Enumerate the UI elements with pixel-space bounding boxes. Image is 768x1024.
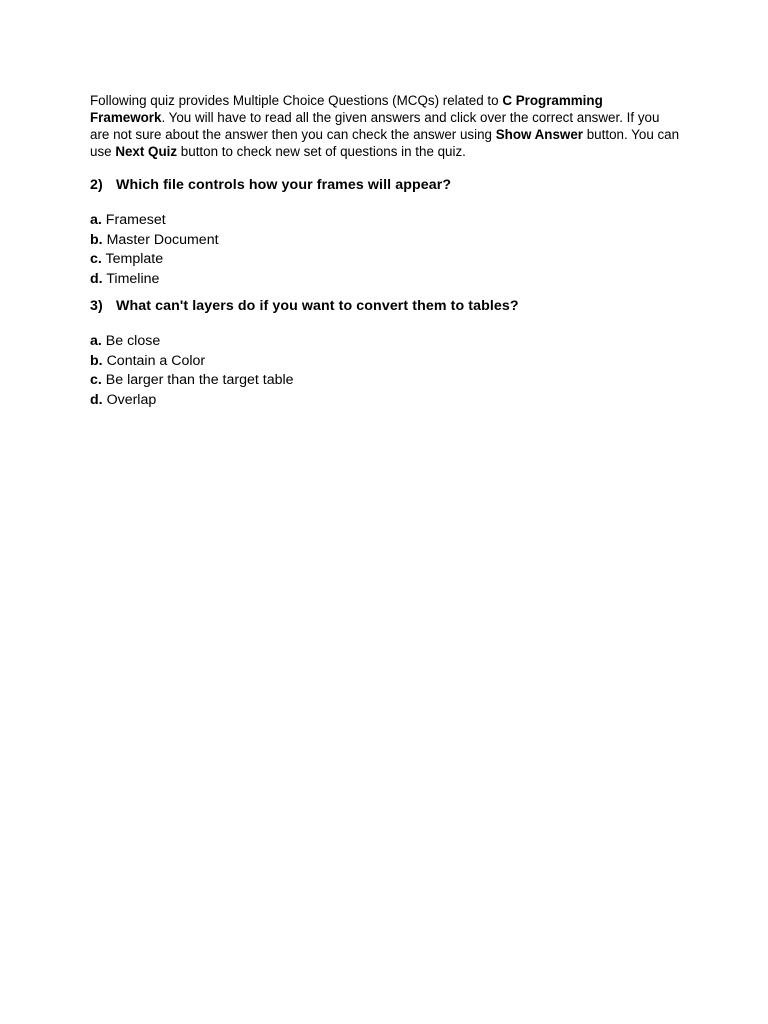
question-number: 2) [90, 177, 103, 193]
option-item[interactable] [90, 391, 678, 411]
option-text: Template [105, 251, 164, 267]
option-item[interactable] [90, 270, 678, 290]
question-heading [90, 297, 678, 315]
option-item[interactable] [90, 211, 678, 231]
option-text: Be larger than the target table [105, 372, 294, 388]
option-text: Frameset [105, 212, 166, 228]
question-text: Which file controls how your frames will appear? [116, 177, 452, 193]
option-letter: a. [90, 212, 102, 228]
question-number: 3) [90, 298, 103, 314]
option-letter: b. [90, 352, 103, 369]
option-letter: d. [90, 270, 103, 287]
option-text: Be close [105, 333, 161, 349]
option-letter: c. [90, 372, 102, 388]
question-text: What can't layers do if you want to convert them to tables? [116, 298, 519, 314]
intro-text-1: Following quiz provides Multiple Choice Questions (MCQs) related to [90, 93, 503, 108]
option-text: Contain a Color [106, 352, 206, 369]
intro-paragraph [90, 92, 680, 160]
intro-text-4: button to check new set of questions in the quiz. [177, 144, 466, 159]
option-letter: c. [90, 251, 102, 267]
intro-bold-next-quiz: Next Quiz [115, 144, 178, 159]
intro-text-2: . You will have to read all the given answers and click over the correct answer. If you are not sure about the answer then you can check the answer using [90, 110, 660, 142]
option-text: Overlap [106, 391, 157, 408]
intro-bold-show-answer: Show Answer [495, 127, 584, 142]
option-letter: d. [90, 391, 103, 408]
option-item[interactable] [90, 250, 678, 270]
question-heading [90, 176, 678, 194]
option-item[interactable] [90, 231, 678, 251]
option-text: Master Document [106, 231, 219, 248]
option-item[interactable] [90, 352, 678, 372]
option-text: Timeline [106, 270, 160, 287]
intro-text-3: button. You can use [90, 127, 680, 159]
option-list [90, 211, 678, 289]
option-letter: a. [90, 333, 102, 349]
option-list [90, 332, 678, 410]
option-letter: b. [90, 231, 103, 248]
intro-bold-topic: C Programming Framework [90, 93, 603, 125]
option-item[interactable] [90, 371, 678, 391]
option-item[interactable] [90, 332, 678, 352]
